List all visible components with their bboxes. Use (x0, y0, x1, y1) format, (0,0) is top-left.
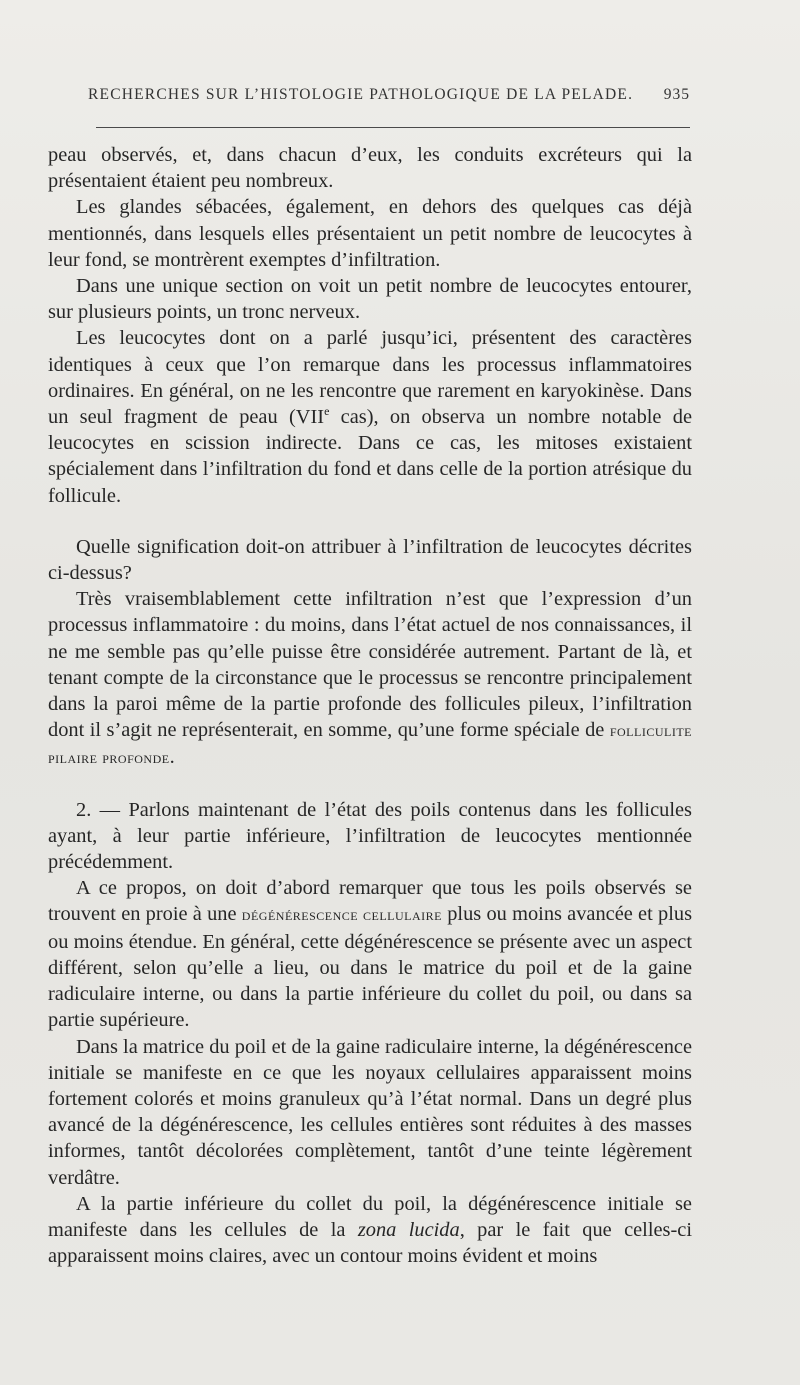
text-run: A la partie inférieure du collet du poil, la dégénérescence initiale se manifeste dans les cellules de la (48, 1192, 692, 1241)
small-caps-term: dégénérescence cellulaire (241, 905, 442, 925)
paragraph (48, 875, 692, 1033)
paragraph: Dans la matrice du poil et de la gaine radiculaire interne, la dégénérescence initiale se manifeste en ce que les noyaux cellulaires apparaissent moins fortement colorés et moins granuleux qu’à l’état normal. Dans un degré plus avancé de la dégénérescence, les cellules entières sont réduites à des masses informes, tantôt décolorées complètement, tantôt d’une teinte légèrement verdâtre. (48, 1035, 692, 1189)
header-rule (96, 127, 690, 128)
text-run: , par le fait que celles-ci apparaissent moins claires, avec un contour moins évident et moins (48, 1218, 692, 1268)
running-title: RECHERCHES SUR L’HISTOLOGIE PATHOLOGIQUE DE LA PELADE. (88, 86, 634, 103)
superscript: e (324, 404, 330, 419)
paragraph: peau observés, et, dans chacun d’eux, les conduits excréteurs qui la présentaient étaient peu nombreux. (48, 144, 692, 193)
text-run: . (169, 746, 175, 769)
text-run: plus ou moins avancée et plus ou moins étendue. En général, cette dégénérescence se présente avec un aspect différent, selon qu’elle a lieu, ou dans le matrice du poil et de la gaine radiculaire interne, ou dans la partie inférieure du collet du poil, ou dans sa partie supérieure. (48, 903, 693, 1032)
page-number: 935 (663, 86, 690, 103)
running-header (88, 86, 690, 104)
paragraph (48, 1191, 692, 1270)
text-run: cas), on observa un nombre notable de leucocytes en scission indirecte. Dans ce cas, les mitoses existaient spécialement dans l’infiltration du fond et dans celle de la portion atrésique du follicule. (48, 406, 692, 507)
text-run: Les leucocytes dont on a parlé jusqu’ici, présentent des caractères identiques à ceux que l’on remarque dans les processus inflammatoires ordinaires. En général, on ne les rencontre que rarement en karyokinèse. Dans un seul fragment de peau (VII (48, 327, 692, 429)
paragraph: Quelle signification doit-on attribuer à l’infiltration de leucocytes décrites ci-dessus? (48, 535, 692, 585)
paragraph: Dans une unique section on voit un petit nombre de leucocytes entourer, sur plusieurs points, un tronc nerveux. (48, 275, 692, 324)
italic-term: zona lucida (357, 1218, 460, 1241)
text-run: A ce propos, on doit d’abord remarquer que tous les poils observés se trouvent en proie à une (48, 877, 692, 926)
paragraph (48, 325, 692, 508)
paragraph (48, 586, 692, 771)
paragraph: 2. — Parlons maintenant de l’état des poils contenus dans les follicules ayant, à leur partie inférieure, l’infiltration de leucocytes mentionnée précédemment. (48, 798, 692, 874)
small-caps-term: folliculite pilaire profonde (48, 721, 692, 768)
text-run: Très vraisemblablement cette infiltration n’est que l’expression d’un processus inflammatoire : du moins, dans l’état actuel de nos connaissances, il ne me semble pas qu’elle puisse être considérée autrement. Partant de là, et tenant compte de la circonstance que le processus se rencontre principalement dans la paroi même de la partie profonde des follicules pileux, l’infiltration dont il s’agit ne représenterait, en somme, qu’une forme spéciale de (48, 588, 692, 742)
paragraph: Les glandes sébacées, également, en dehors des quelques cas déjà mentionnés, dans lesquels elles présentaient un petit nombre de leucocytes à leur fond, se montrèrent exemptes d’infiltration. (48, 196, 692, 271)
body-text (48, 142, 692, 1269)
